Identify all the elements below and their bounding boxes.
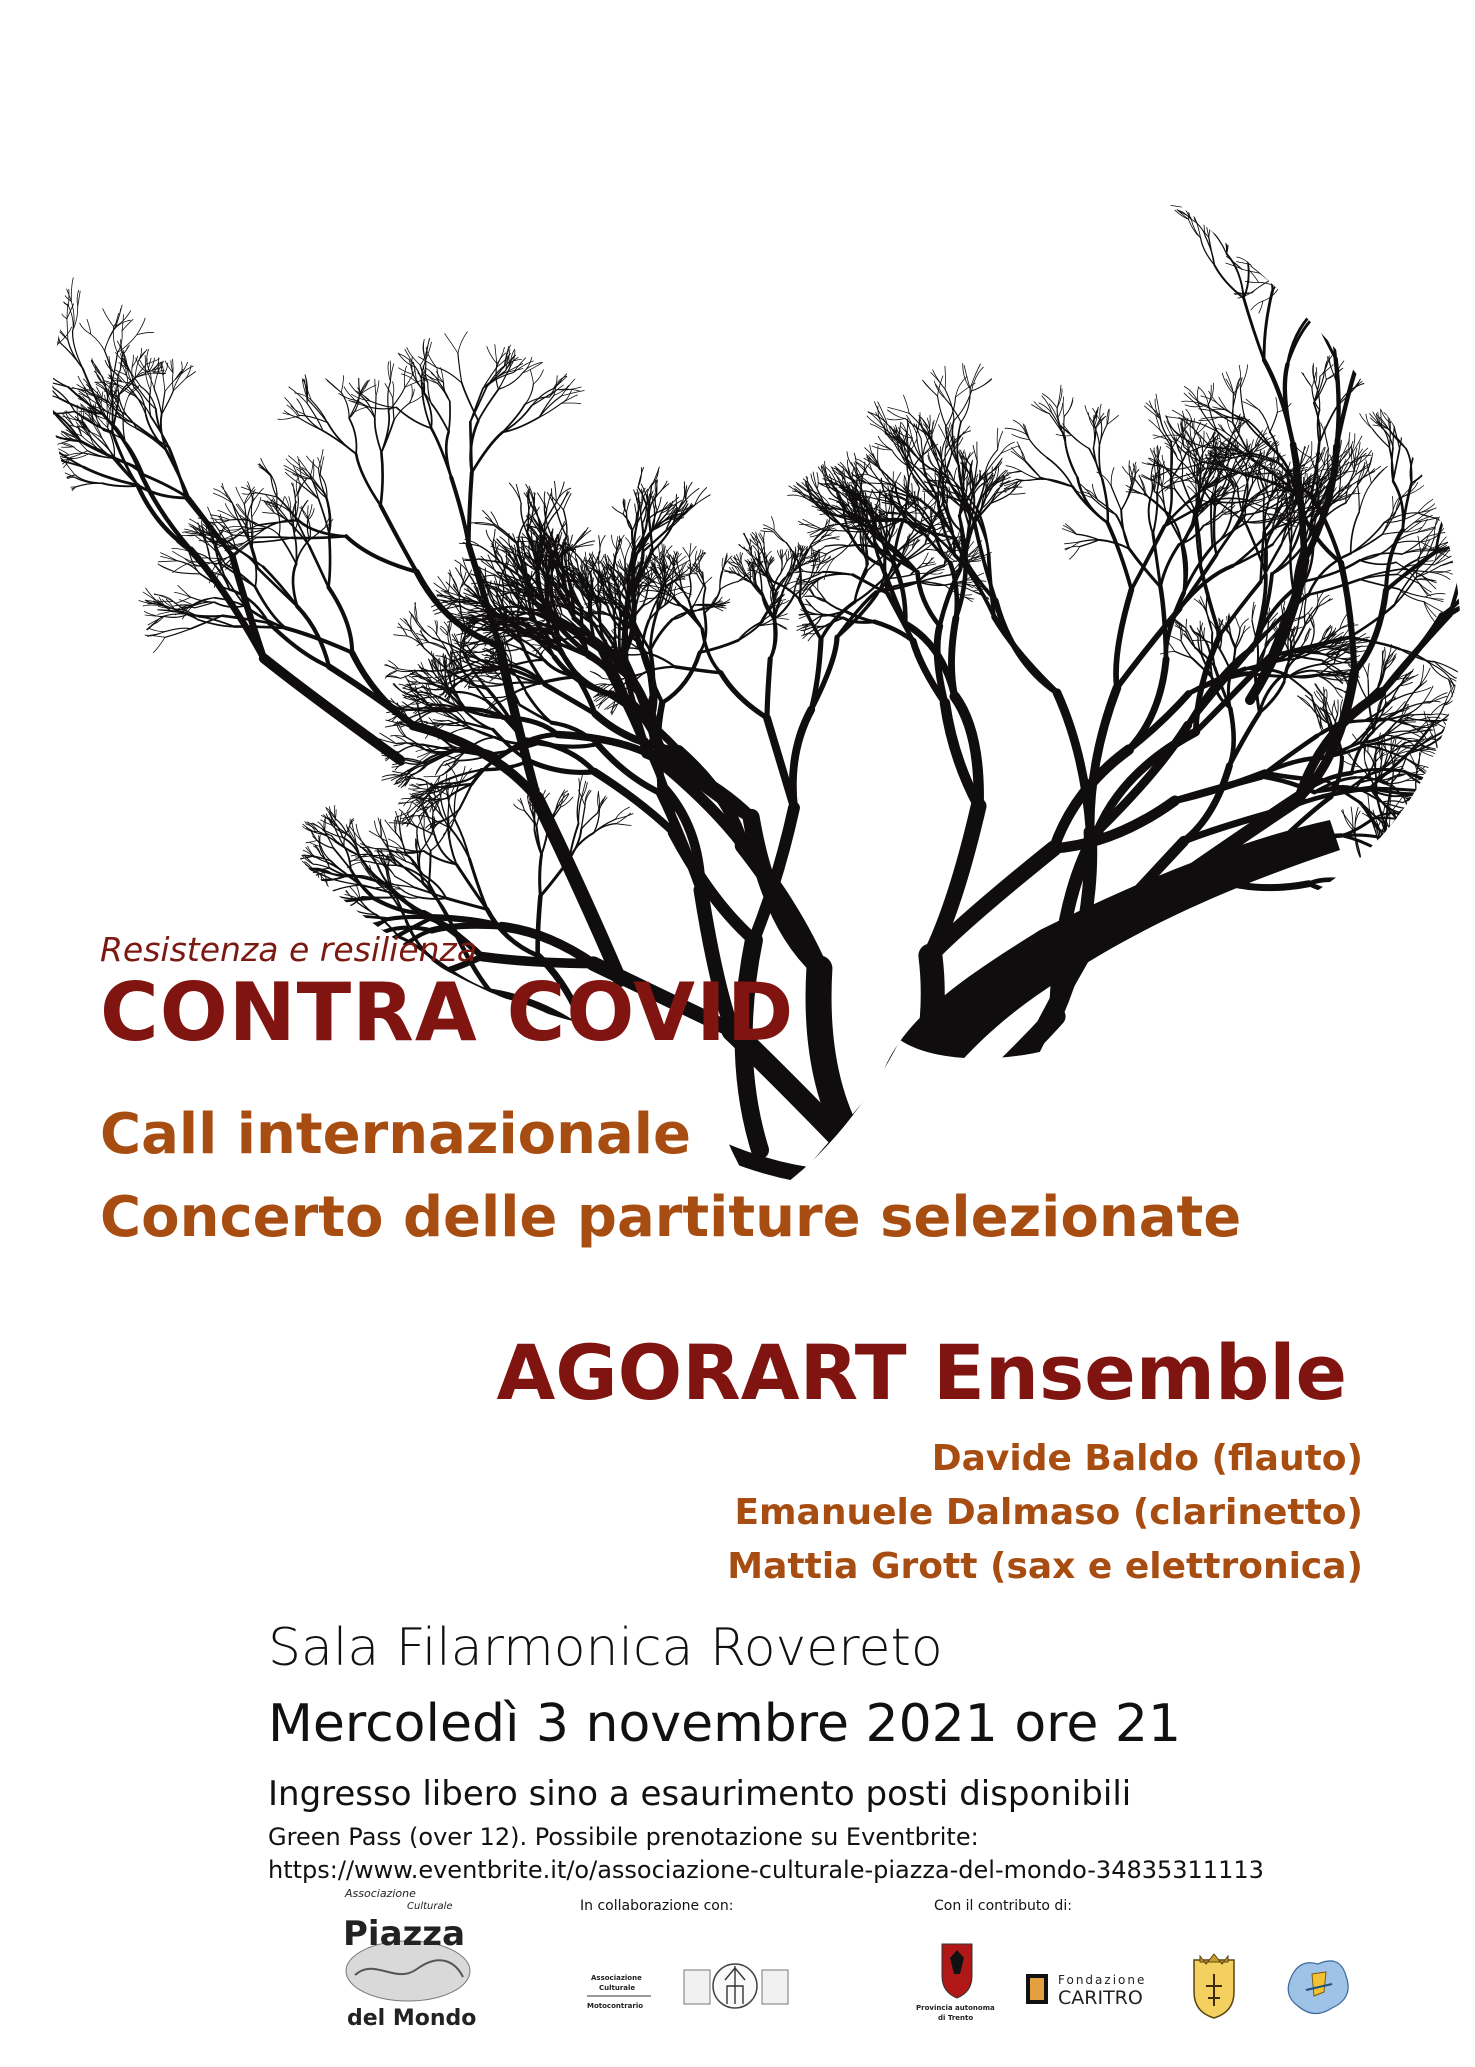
musician-list <box>727 1432 1363 1594</box>
church-association-logo <box>680 1950 790 2020</box>
logo-text-culturale: Culturale <box>407 1901 453 1912</box>
logo-text-del-mondo: del Mondo <box>347 2006 477 2031</box>
piazza-del-mondo-logo <box>335 1885 481 2035</box>
motocontrario-logo <box>585 1964 655 2022</box>
provincia-trento-logo <box>912 1940 1002 2024</box>
musician-item: Emanuele Dalmaso (clarinetto) <box>734 1492 1363 1533</box>
ensemble-name: AGORART Ensemble <box>496 1328 1347 1417</box>
fondazione-caritro-logo <box>1024 1968 1164 2018</box>
call-heading: Call internazionale <box>100 1102 691 1167</box>
musician-item: Mattia Grott (sax e elettronica) <box>727 1546 1363 1587</box>
collaboration-label: In collaborazione con: <box>580 1898 734 1914</box>
rovereto-crest-logo <box>1186 1952 1242 2022</box>
motocontrario-text-2: Culturale <box>599 1984 636 1992</box>
bim-adige-logo <box>1280 1950 1356 2024</box>
date-text: Mercoledì 3 novembre 2021 ore 21 <box>268 1694 1182 1754</box>
venue-text: Sala Filarmonica Rovereto <box>268 1618 943 1678</box>
musician-item: Davide Baldo (flauto) <box>931 1438 1363 1479</box>
event-title: CONTRA COVID <box>100 966 795 1059</box>
contribution-label: Con il contributo di: <box>934 1898 1072 1914</box>
entry-text: Ingresso libero sino a esaurimento posti disponibili <box>268 1774 1132 1814</box>
event-subtitle: Resistenza e resilienza <box>100 930 478 969</box>
logo-text-associazione: Associazione <box>345 1887 416 1900</box>
provincia-text-2: di Trento <box>938 2014 974 2022</box>
logo-text-piazza: Piazza <box>343 1914 466 1954</box>
green-pass-text: Green Pass (over 12). Possibile prenotazione su Eventbrite: <box>268 1823 979 1851</box>
eventbrite-link[interactable]: https://www.eventbrite.it/o/associazione-culturale-piazza-del-mondo-34835311113 <box>268 1856 1264 1884</box>
caritro-text-1: Fondazione <box>1058 1973 1147 1987</box>
concert-heading: Concerto delle partiture selezionate <box>100 1185 1242 1250</box>
provincia-text-1: Provincia autonoma <box>916 2004 995 2012</box>
motocontrario-text-3: Motocontrario <box>587 2002 644 2010</box>
caritro-text-2: CARITRO <box>1058 1987 1143 2009</box>
motocontrario-text-1: Associazione <box>591 1974 642 1982</box>
